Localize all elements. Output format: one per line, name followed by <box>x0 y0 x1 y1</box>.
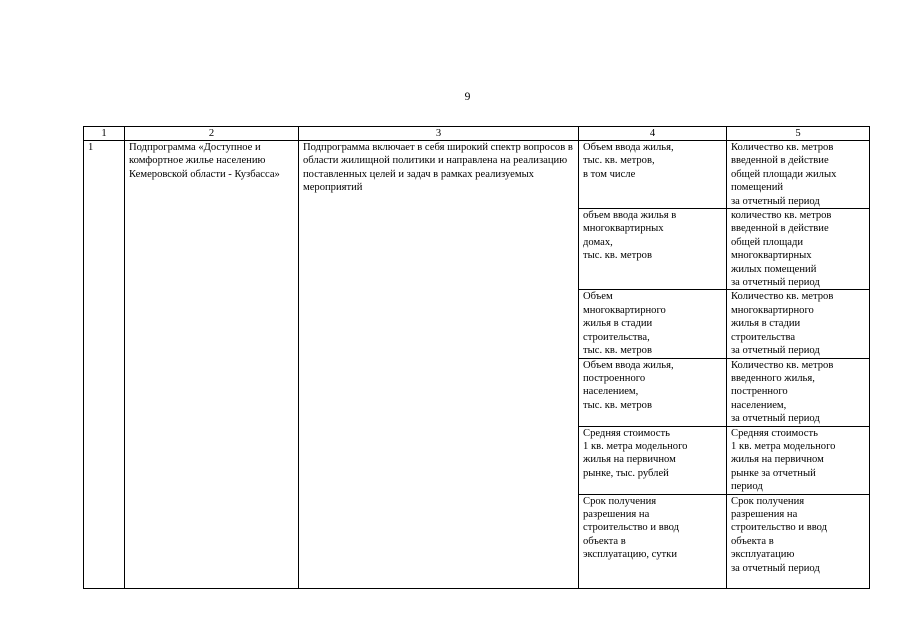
table-header-row <box>84 127 870 141</box>
indicator-method <box>727 494 870 588</box>
indicator-method-text: Средняя стоимость 1 кв. метра модельного жилья на первичном рынке за отчетный период <box>731 427 836 493</box>
program-name: Подпрограмма «Доступное и комфортное жилье населению Кемеровской области - Кузбасса» <box>125 141 299 589</box>
indicator-name <box>579 358 727 426</box>
indicator-name-text: Объем ввода жилья, построенного населением, тыс. кв. метров <box>583 359 674 411</box>
indicator-method-text: Срок получения разрешения на строительство и ввод объекта в эксплуатацию за отчетный период <box>731 495 828 574</box>
page-number: 9 <box>464 91 471 103</box>
indicator-name <box>579 426 727 494</box>
indicator-method-text: Количество кв. метров введенной в действие общей площади жилых помещений за отчетный период <box>731 142 837 207</box>
indicator-method-text: Количество кв. метров введенного жилья, постренного населением, за отчетный период <box>731 359 834 425</box>
indicator-name <box>579 290 727 358</box>
indicator-method <box>727 141 870 209</box>
header-cell-5: 5 <box>727 127 870 141</box>
indicator-method <box>727 290 870 358</box>
indicator-name <box>579 209 727 290</box>
row-number: 1 <box>84 141 125 589</box>
header-cell-2: 2 <box>125 127 299 141</box>
indicator-name <box>579 141 727 209</box>
indicator-method <box>727 209 870 290</box>
indicator-method-text: количество кв. метров введенной в действие общей площади многоквартирных жилых помещений за отчетный период <box>731 210 832 289</box>
header-cell-1: 1 <box>84 127 125 141</box>
indicator-name <box>579 494 727 588</box>
indicator-name-text: Срок получения разрешения на строительство и ввод объекта в эксплуатацию, сутки <box>583 495 680 561</box>
indicator-method <box>727 358 870 426</box>
header-cell-4: 4 <box>579 127 727 141</box>
indicator-method <box>727 426 870 494</box>
table-row <box>84 141 870 209</box>
indicators-table <box>83 126 870 589</box>
indicator-name-text: объем ввода жилья в многоквартирных домах, тыс. кв. метров <box>583 210 677 262</box>
indicator-name-text: Объем многоквартирного жилья в стадии строительства, тыс. кв. метров <box>583 291 666 357</box>
program-description: Подпрограмма включает в себя широкий спектр вопросов в области жилищной политики и направлена на реализацию поставленных целей и задач в рамках реализуемых мероприятий <box>299 141 579 589</box>
header-cell-3: 3 <box>299 127 579 141</box>
indicator-name-text: Объем ввода жилья, тыс. кв. метров, в том числе <box>583 142 674 180</box>
indicator-name-text: Средняя стоимость 1 кв. метра модельного жилья на первичном рынке, тыс. рублей <box>583 427 688 479</box>
indicator-method-text: Количество кв. метров многоквартирного жилья в стадии строительства за отчетный период <box>731 291 834 357</box>
